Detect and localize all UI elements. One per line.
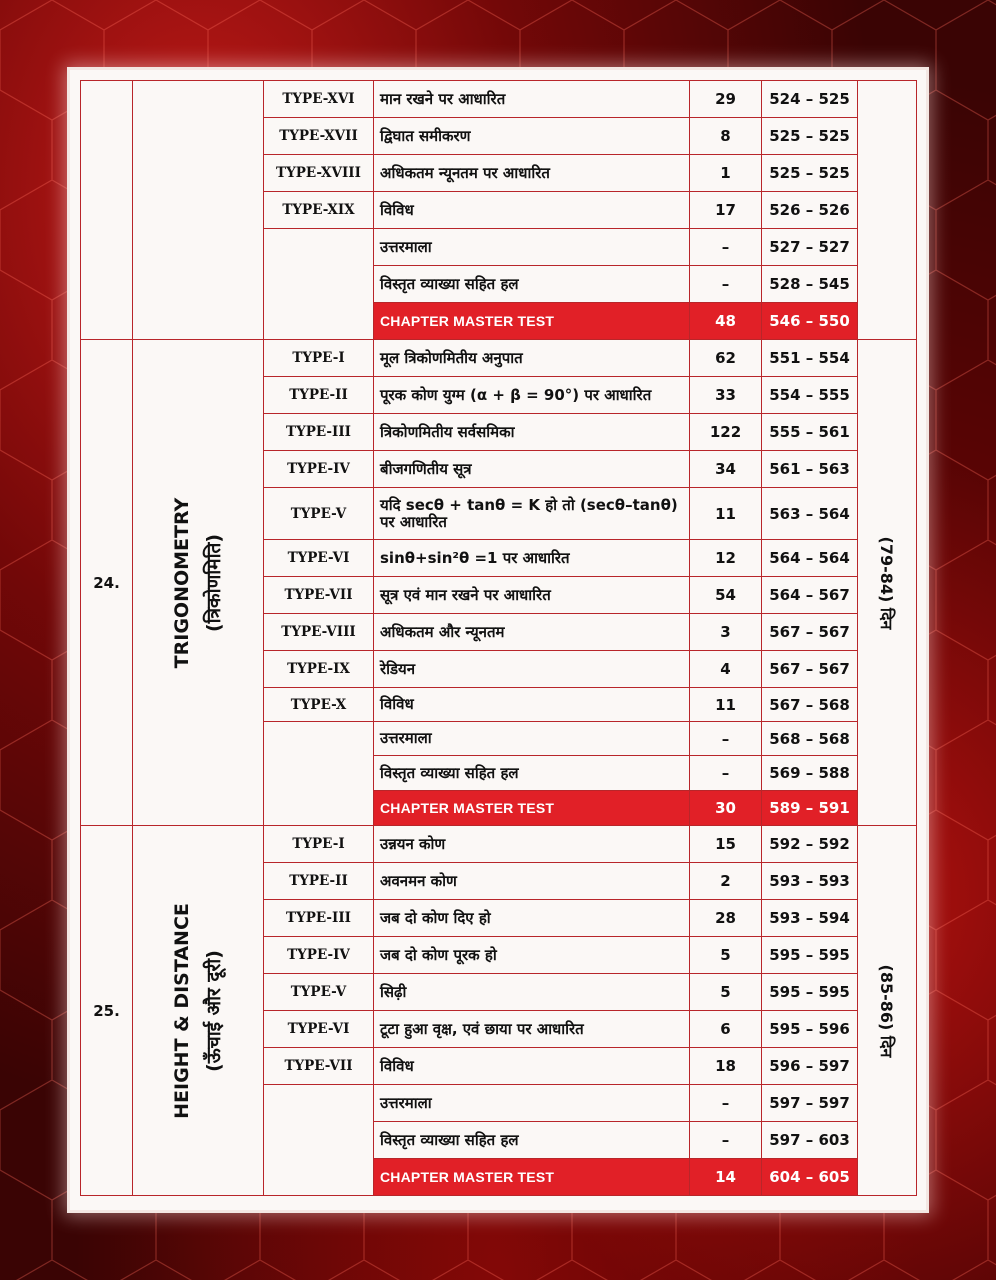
type-label: TYPE-XIX bbox=[264, 192, 374, 229]
type-label-empty bbox=[264, 1085, 374, 1196]
question-count: 29 bbox=[690, 81, 762, 118]
topic-title: उत्तरमाला bbox=[374, 722, 690, 756]
question-count: – bbox=[690, 1122, 762, 1159]
question-count: 12 bbox=[690, 540, 762, 577]
type-label: TYPE-III bbox=[264, 414, 374, 451]
question-count: – bbox=[690, 756, 762, 791]
chapter-master-test-label: CHAPTER MASTER TEST bbox=[374, 303, 690, 340]
topic-title: विस्तृत व्याख्या सहित हल bbox=[374, 1122, 690, 1159]
chapter-name bbox=[166, 903, 230, 1119]
page-range: 568 – 568 bbox=[762, 722, 858, 756]
question-count: 30 bbox=[690, 791, 762, 826]
page-range: 555 – 561 bbox=[762, 414, 858, 451]
days-cell bbox=[858, 340, 917, 826]
question-count: 17 bbox=[690, 192, 762, 229]
topic-title: विस्तृत व्याख्या सहित हल bbox=[374, 266, 690, 303]
topic-title: जब दो कोण पूरक हो bbox=[374, 937, 690, 974]
topic-title: अधिकतम न्यूनतम पर आधारित bbox=[374, 155, 690, 192]
page-range: 595 – 595 bbox=[762, 937, 858, 974]
page-range: 597 – 597 bbox=[762, 1085, 858, 1122]
topic-title: विस्तृत व्याख्या सहित हल bbox=[374, 756, 690, 791]
page-range: 564 – 564 bbox=[762, 540, 858, 577]
question-count: 62 bbox=[690, 340, 762, 377]
type-label: TYPE-VIII bbox=[264, 614, 374, 651]
page-range: 525 – 525 bbox=[762, 155, 858, 192]
question-count: 11 bbox=[690, 688, 762, 722]
content-panel bbox=[70, 70, 926, 1210]
topic-title: बीजगणितीय सूत्र bbox=[374, 451, 690, 488]
type-label: TYPE-XVII bbox=[264, 118, 374, 155]
question-count: – bbox=[690, 722, 762, 756]
question-count: 5 bbox=[690, 937, 762, 974]
days-range: (79-84) दिन bbox=[877, 536, 896, 629]
question-count: 6 bbox=[690, 1011, 762, 1048]
chapter-name-english: TRIGONOMETRY bbox=[171, 497, 193, 668]
question-count: 122 bbox=[690, 414, 762, 451]
chapter-name-cell bbox=[133, 81, 264, 340]
page-range: 526 – 526 bbox=[762, 192, 858, 229]
question-count: 15 bbox=[690, 826, 762, 863]
chapter-master-test-label: CHAPTER MASTER TEST bbox=[374, 1159, 690, 1196]
topic-title: टूटा हुआ वृक्ष, एवं छाया पर आधारित bbox=[374, 1011, 690, 1048]
chapter-number bbox=[81, 81, 133, 340]
page-range: 597 – 603 bbox=[762, 1122, 858, 1159]
chapter-name-cell bbox=[133, 340, 264, 826]
topic-title: मान रखने पर आधारित bbox=[374, 81, 690, 118]
question-count: 4 bbox=[690, 651, 762, 688]
question-count: 3 bbox=[690, 614, 762, 651]
topic-title: पूरक कोण युग्म (α + β = 90°) पर आधारित bbox=[374, 377, 690, 414]
topic-title: मूल त्रिकोणमितीय अनुपात bbox=[374, 340, 690, 377]
chapter-name-hindi: (ऊँचाई और दूरी) bbox=[203, 949, 225, 1072]
page-range: 589 – 591 bbox=[762, 791, 858, 826]
topic-title: अधिकतम और न्यूनतम bbox=[374, 614, 690, 651]
question-count: 28 bbox=[690, 900, 762, 937]
type-label: TYPE-II bbox=[264, 863, 374, 900]
type-label: TYPE-VI bbox=[264, 540, 374, 577]
page-range: 546 – 550 bbox=[762, 303, 858, 340]
type-label: TYPE-IX bbox=[264, 651, 374, 688]
topic-title: सूत्र एवं मान रखने पर आधारित bbox=[374, 577, 690, 614]
page-range: 564 – 567 bbox=[762, 577, 858, 614]
type-label: TYPE-II bbox=[264, 377, 374, 414]
topic-title: उन्नयन कोण bbox=[374, 826, 690, 863]
page-range: 525 – 525 bbox=[762, 118, 858, 155]
page-range: 593 – 593 bbox=[762, 863, 858, 900]
page-range: 593 – 594 bbox=[762, 900, 858, 937]
chapter-name-hindi: (त्रिकोणमिति) bbox=[203, 533, 225, 632]
chapter-name bbox=[166, 497, 230, 668]
topic-title: त्रिकोणमितीय सर्वसमिका bbox=[374, 414, 690, 451]
table-row bbox=[81, 826, 917, 863]
question-count: 54 bbox=[690, 577, 762, 614]
type-label-empty bbox=[264, 229, 374, 340]
type-label: TYPE-X bbox=[264, 688, 374, 722]
page-range: 551 – 554 bbox=[762, 340, 858, 377]
question-count: 18 bbox=[690, 1048, 762, 1085]
type-label: TYPE-IV bbox=[264, 937, 374, 974]
chapter-number: 24. bbox=[81, 340, 133, 826]
type-label: TYPE-XVIII bbox=[264, 155, 374, 192]
page-range: 567 – 568 bbox=[762, 688, 858, 722]
chapter-number: 25. bbox=[81, 826, 133, 1196]
page-range: 595 – 595 bbox=[762, 974, 858, 1011]
topic-title: जब दो कोण दिए हो bbox=[374, 900, 690, 937]
page-range: 604 – 605 bbox=[762, 1159, 858, 1196]
topic-title: रेडियन bbox=[374, 651, 690, 688]
question-count: 2 bbox=[690, 863, 762, 900]
chapter-name-cell bbox=[133, 826, 264, 1196]
page-range: 563 – 564 bbox=[762, 488, 858, 540]
page-range: 554 – 555 bbox=[762, 377, 858, 414]
type-label: TYPE-I bbox=[264, 826, 374, 863]
chapter-master-test-label: CHAPTER MASTER TEST bbox=[374, 791, 690, 826]
question-count: 33 bbox=[690, 377, 762, 414]
page-range: 596 – 597 bbox=[762, 1048, 858, 1085]
question-count: 5 bbox=[690, 974, 762, 1011]
topic-title: विविध bbox=[374, 192, 690, 229]
question-count: 1 bbox=[690, 155, 762, 192]
type-label: TYPE-V bbox=[264, 488, 374, 540]
question-count: 34 bbox=[690, 451, 762, 488]
question-count: 48 bbox=[690, 303, 762, 340]
topic-title: विविध bbox=[374, 1048, 690, 1085]
page-range: 569 – 588 bbox=[762, 756, 858, 791]
topic-title: द्विघात समीकरण bbox=[374, 118, 690, 155]
table-row bbox=[81, 340, 917, 377]
topic-title: उत्तरमाला bbox=[374, 229, 690, 266]
topic-title: सिढ़ी bbox=[374, 974, 690, 1011]
question-count: – bbox=[690, 229, 762, 266]
chapter-name-english: HEIGHT & DISTANCE bbox=[171, 902, 193, 1119]
page-range: 528 – 545 bbox=[762, 266, 858, 303]
topic-title: उत्तरमाला bbox=[374, 1085, 690, 1122]
type-label: TYPE-VI bbox=[264, 1011, 374, 1048]
topic-title: sinθ+sin²θ =1 पर आधारित bbox=[374, 540, 690, 577]
page-range: 567 – 567 bbox=[762, 614, 858, 651]
table-row bbox=[81, 81, 917, 118]
days-cell bbox=[858, 81, 917, 340]
page-range: 524 – 525 bbox=[762, 81, 858, 118]
type-label: TYPE-IV bbox=[264, 451, 374, 488]
question-count: 14 bbox=[690, 1159, 762, 1196]
type-label: TYPE-V bbox=[264, 974, 374, 1011]
type-label: TYPE-VII bbox=[264, 1048, 374, 1085]
contents-table bbox=[80, 80, 917, 1196]
days-range: (85-86) दिन bbox=[877, 964, 896, 1057]
page-range: 527 – 527 bbox=[762, 229, 858, 266]
type-label: TYPE-III bbox=[264, 900, 374, 937]
question-count: – bbox=[690, 266, 762, 303]
page-range: 561 – 563 bbox=[762, 451, 858, 488]
topic-title: यदि secθ + tanθ = K हो तो (secθ–tanθ) पर आधारित bbox=[374, 488, 690, 540]
page-range: 592 – 592 bbox=[762, 826, 858, 863]
type-label: TYPE-VII bbox=[264, 577, 374, 614]
question-count: – bbox=[690, 1085, 762, 1122]
page-range: 567 – 567 bbox=[762, 651, 858, 688]
type-label: TYPE-I bbox=[264, 340, 374, 377]
question-count: 8 bbox=[690, 118, 762, 155]
topic-title: अवनमन कोण bbox=[374, 863, 690, 900]
question-count: 11 bbox=[690, 488, 762, 540]
days-cell bbox=[858, 826, 917, 1196]
type-label-empty bbox=[264, 722, 374, 826]
type-label: TYPE-XVI bbox=[264, 81, 374, 118]
topic-title: विविध bbox=[374, 688, 690, 722]
page-range: 595 – 596 bbox=[762, 1011, 858, 1048]
